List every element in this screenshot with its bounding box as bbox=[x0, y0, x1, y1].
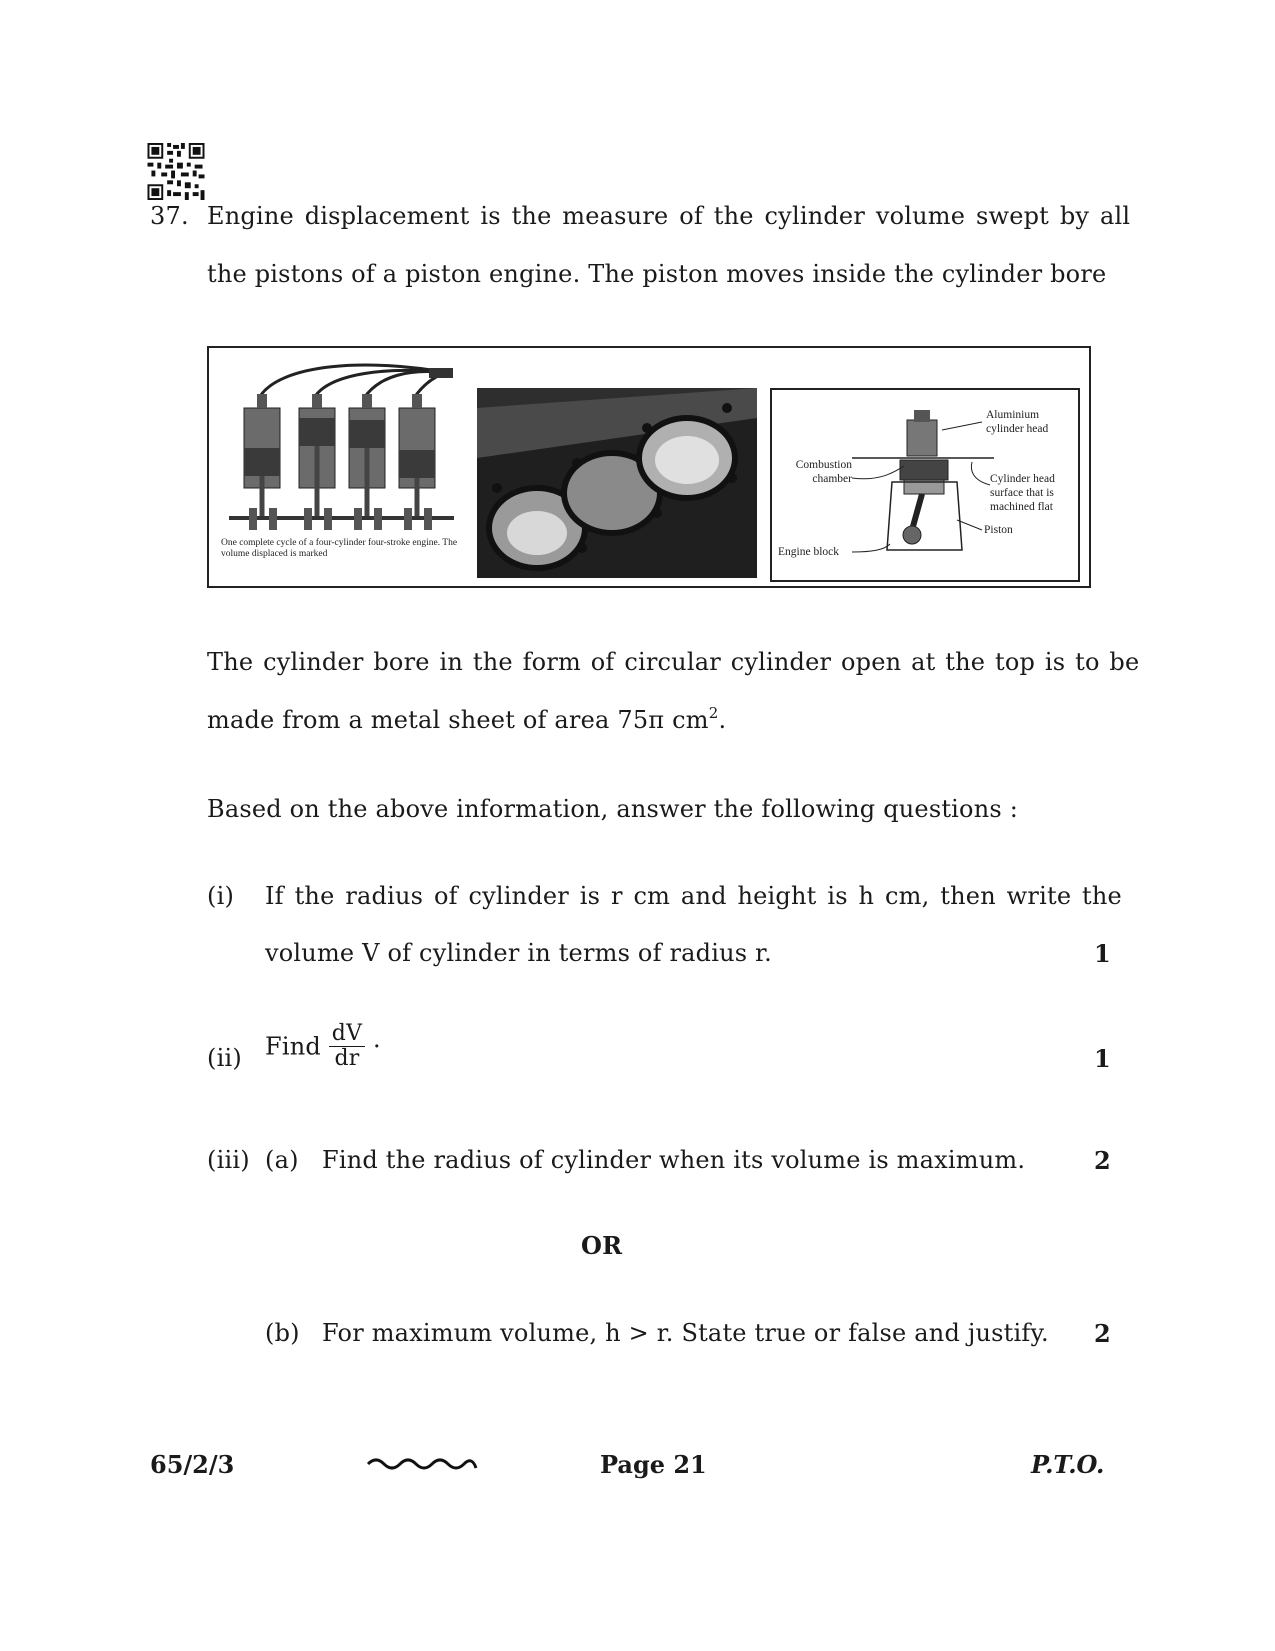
fraction-denominator: dr bbox=[334, 1046, 360, 1071]
part-ii-dot: · bbox=[373, 1032, 381, 1061]
question-intro-line-2: the pistons of a piston engine. The piston moves inside the cylinder bore bbox=[207, 260, 1107, 288]
four-cylinder-illustration bbox=[219, 358, 459, 576]
label-engine-block: Engine block bbox=[778, 546, 839, 558]
part-ii-marks: 1 bbox=[1094, 1044, 1111, 1073]
engine-block-photo bbox=[477, 388, 757, 578]
footer-page-number: Page 21 bbox=[600, 1450, 707, 1479]
paragraph-line-2-sup: 2 bbox=[708, 704, 719, 722]
part-ii-text: Find bbox=[265, 1032, 321, 1061]
label-aluminium-cylinder-head: Aluminium cylinder head bbox=[986, 409, 1049, 435]
label-piston: Piston bbox=[984, 524, 1013, 536]
part-i-label: (i) bbox=[207, 882, 235, 910]
label-cylinder-head-surface: Cylinder head surface that is machined flat bbox=[990, 473, 1055, 513]
paragraph-line-2-text: made from a metal sheet of area 75π cm bbox=[207, 706, 709, 734]
part-iii-b-label: (b) bbox=[265, 1319, 300, 1347]
based-on-text: Based on the above information, answer the following questions : bbox=[207, 795, 1018, 823]
or-separator: OR bbox=[581, 1231, 623, 1260]
part-iii-label: (iii) bbox=[207, 1146, 250, 1174]
part-iii-a-marks: 2 bbox=[1094, 1146, 1111, 1175]
part-ii-content bbox=[265, 1022, 381, 1071]
paragraph-line-2 bbox=[207, 706, 726, 734]
question-intro-line-1: Engine displacement is the measure of the cylinder volume swept by all bbox=[207, 202, 1131, 230]
paragraph-line-2-suffix: . bbox=[718, 706, 727, 734]
part-iii-b-text: For maximum volume, h > r. State true or false and justify. bbox=[322, 1319, 1049, 1347]
four-cylinder-engine-image bbox=[219, 358, 459, 543]
part-iii-a-label: (a) bbox=[265, 1146, 299, 1174]
paragraph-line-1: The cylinder bore in the form of circular cylinder open at the top is to be bbox=[207, 648, 1140, 676]
engine-block-image bbox=[477, 388, 757, 578]
part-i-line-1: If the radius of cylinder is r cm and height is h cm, then write the bbox=[265, 882, 1122, 910]
part-ii-label: (ii) bbox=[207, 1044, 242, 1072]
derivative-fraction bbox=[329, 1022, 365, 1071]
figure-caption-panel-1: One complete cycle of a four-cylinder four-stroke engine. The volume displaced is marked bbox=[221, 538, 458, 559]
fraction-numerator: dV bbox=[329, 1022, 365, 1047]
footer-paper-code: 65/2/3 bbox=[150, 1450, 235, 1479]
footer-pto: P.T.O. bbox=[1031, 1450, 1105, 1479]
label-combustion-chamber: Combustion chamber bbox=[795, 459, 852, 485]
part-iii-b-marks: 2 bbox=[1094, 1319, 1111, 1348]
part-i-marks: 1 bbox=[1094, 939, 1111, 968]
question-number: 37. bbox=[150, 202, 189, 230]
footer-wave-icon bbox=[366, 1456, 478, 1476]
part-iii-a-text: Find the radius of cylinder when its volume is maximum. bbox=[322, 1146, 1026, 1174]
part-i-line-2: volume V of cylinder in terms of radius r. bbox=[265, 939, 772, 967]
qr-code bbox=[147, 143, 205, 200]
engine-figure bbox=[207, 346, 1091, 588]
cylinder-diagram bbox=[770, 388, 1080, 582]
